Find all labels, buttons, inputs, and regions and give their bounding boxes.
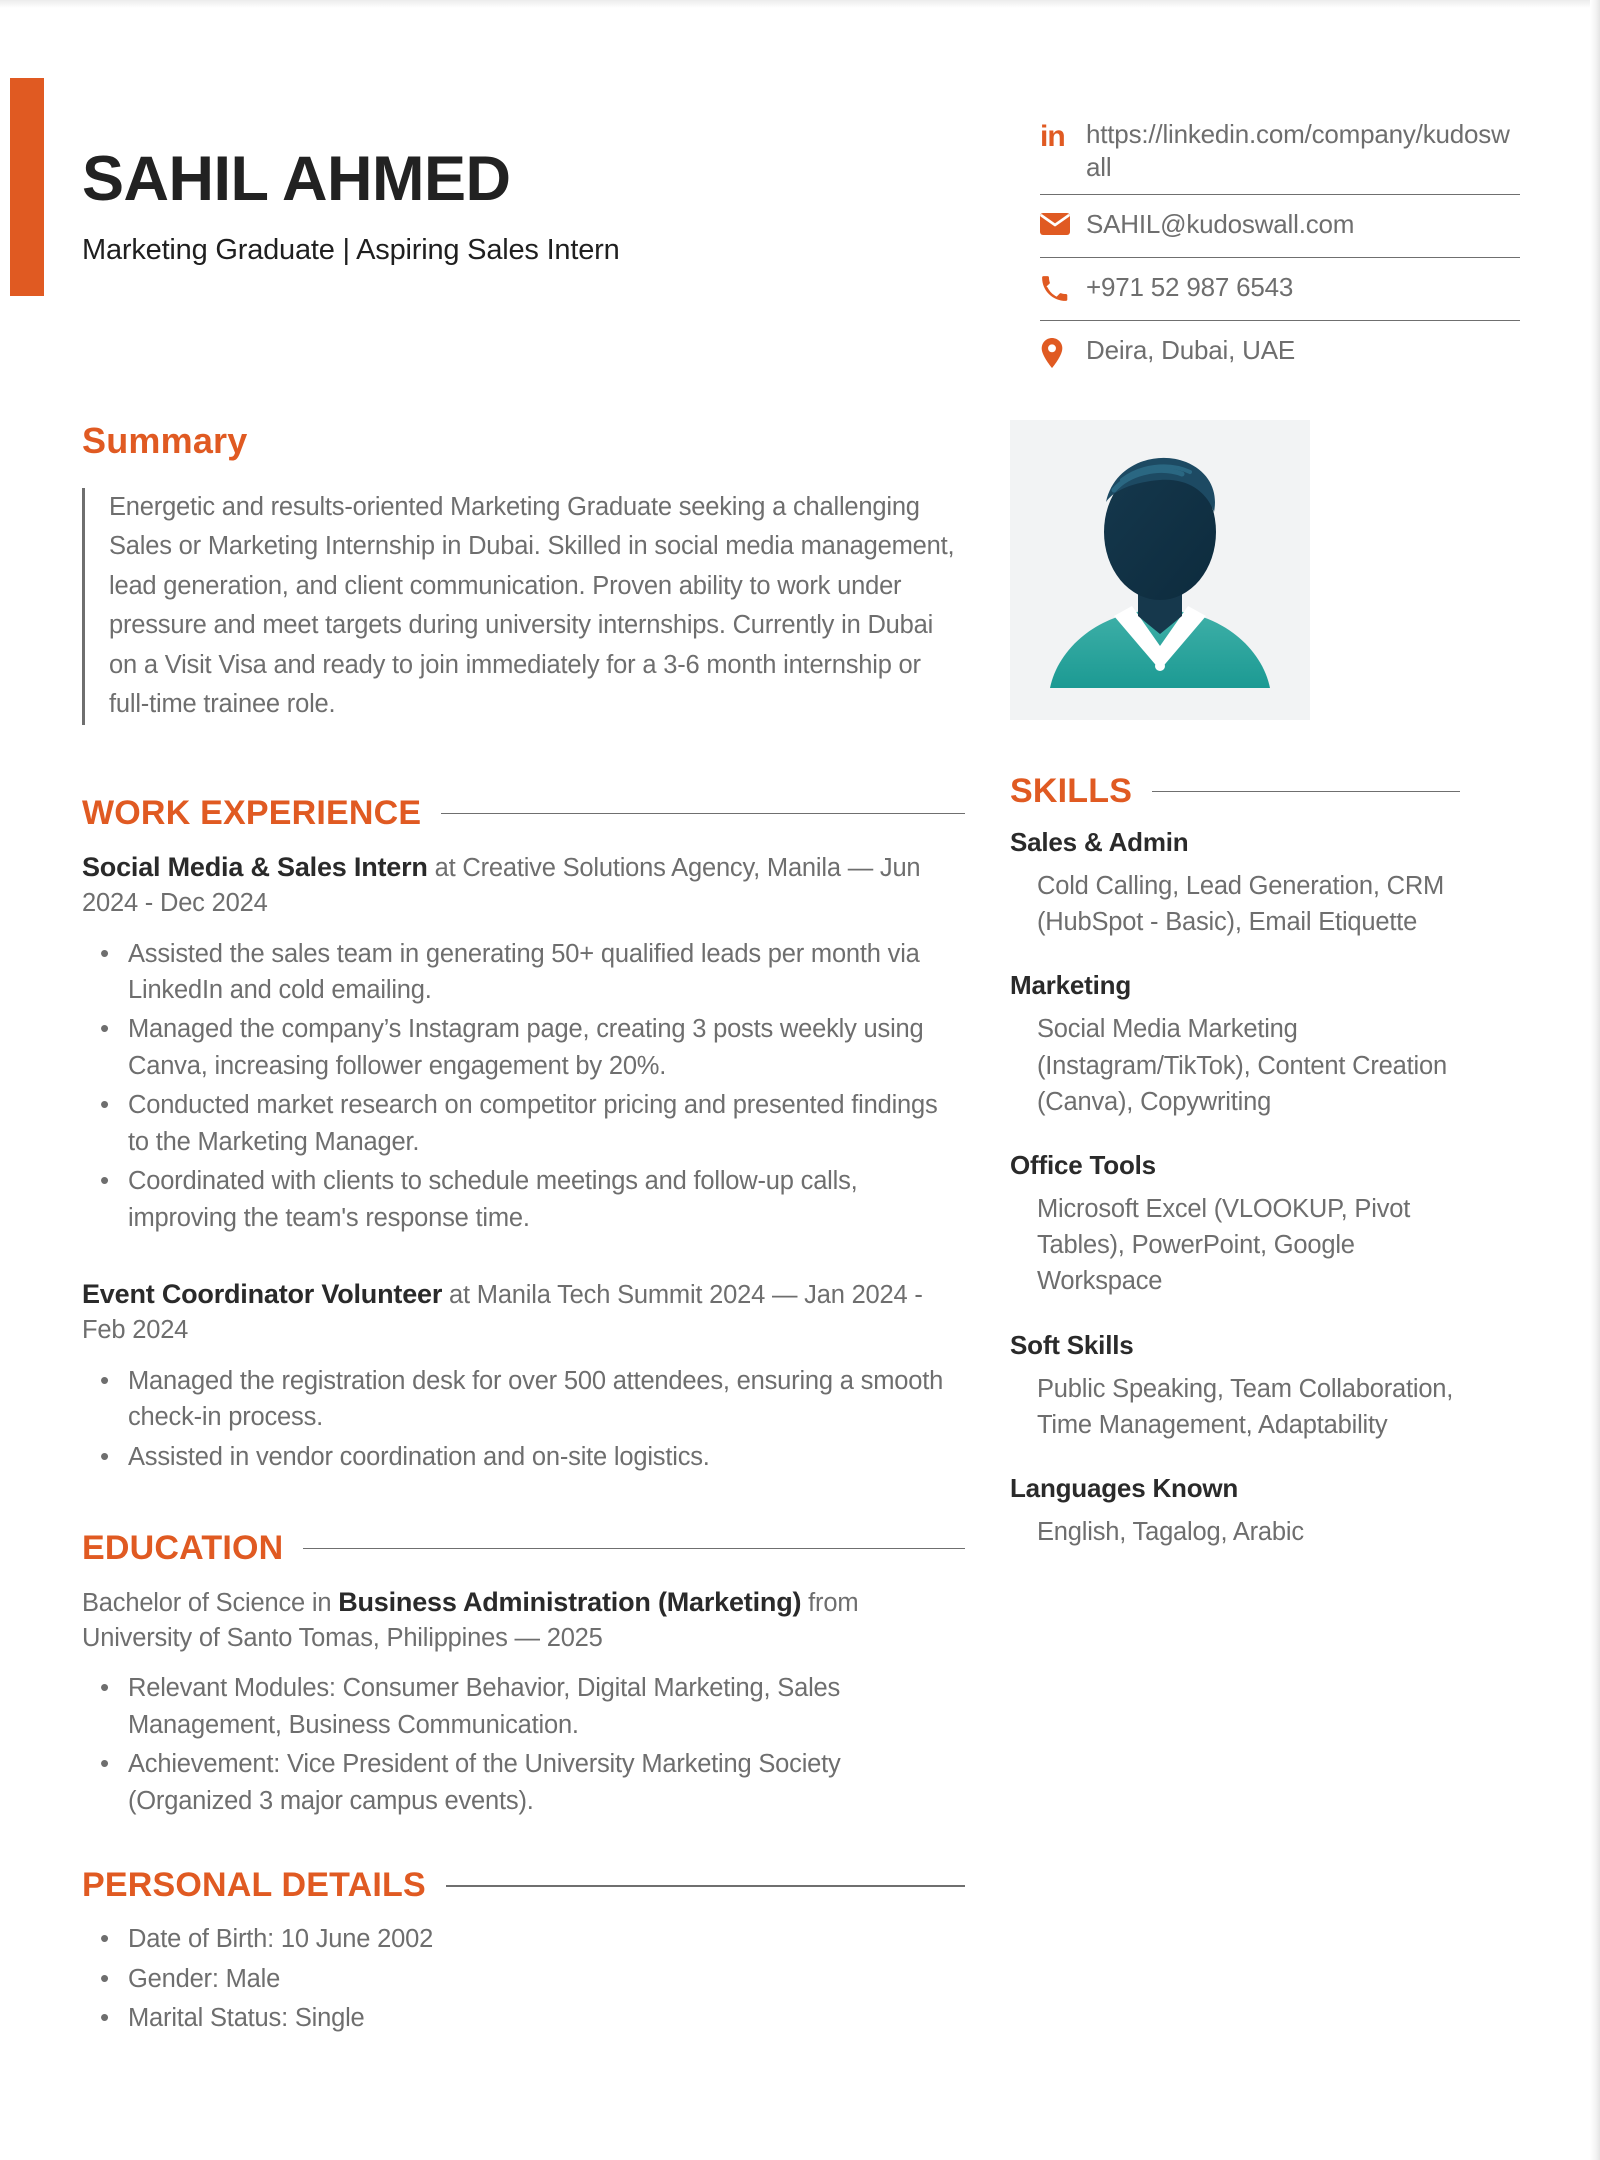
heading-rule <box>1152 791 1460 793</box>
contact-list <box>1040 118 1520 396</box>
location-pin-icon <box>1040 334 1086 368</box>
work-heading-row <box>82 794 965 833</box>
job-role: Social Media & Sales Intern <box>82 852 428 883</box>
section-education <box>82 1529 965 1819</box>
contact-row-phone[interactable] <box>1040 271 1520 321</box>
main-column <box>0 420 1010 2040</box>
personal-details-heading: PERSONAL DETAILS <box>82 1866 426 1905</box>
summary-block <box>82 488 965 725</box>
location-text: Deira, Dubai, UAE <box>1086 334 1296 365</box>
education-heading: EDUCATION <box>82 1528 284 1567</box>
phone-number: +971 52 987 6543 <box>1086 271 1294 302</box>
list-item: • Conducted market research on competitor pricing and presented findings to the Marketing Manager. <box>128 1087 965 1160</box>
heading-rule <box>303 1548 965 1550</box>
email-address: SAHIL@kudoswall.com <box>1086 208 1355 239</box>
heading-rule <box>446 1885 965 1887</box>
job-entry <box>82 1276 965 1475</box>
job-entry <box>82 849 965 1236</box>
section-personal-details <box>82 1866 965 2036</box>
spacer <box>82 750 965 794</box>
skill-group <box>1010 1150 1460 1300</box>
education-bullets <box>82 1670 965 1819</box>
education-degree: Business Administration (Marketing) <box>338 1586 802 1617</box>
job-meta: at Creative Solutions Agency, Manila — Jun 2024 - Dec 2024 <box>82 854 921 918</box>
skill-group-value: Social Media Marketing (Instagram/TikTok), Content Creation (Canva), Copywriting <box>1037 1015 1447 1116</box>
candidate-name: SAHIL AHMED <box>82 144 511 214</box>
job-bullets <box>82 936 965 1237</box>
list-item: • Achievement: Vice President of the University Marketing Society (Organized 3 major campus events). <box>128 1746 965 1819</box>
skill-group <box>1010 970 1460 1120</box>
contact-row-location <box>1040 334 1520 383</box>
skills-heading: SKILLS <box>1010 772 1133 810</box>
section-summary <box>82 420 965 725</box>
skills-heading-row <box>1010 772 1460 811</box>
summary-heading-row <box>82 420 965 462</box>
summary-heading: Summary <box>82 420 248 461</box>
skill-group-value: Public Speaking, Team Collaboration, Time Management, Adaptability <box>1037 1374 1454 1439</box>
skill-group-label: Sales & Admin <box>1010 827 1189 857</box>
education-prefix: Bachelor of Science in <box>82 1588 339 1617</box>
job-header <box>82 849 965 921</box>
side-column <box>1010 420 1530 2040</box>
phone-icon <box>1040 271 1086 303</box>
skill-group-label: Marketing <box>1010 970 1132 1001</box>
linkedin-icon: in <box>1040 120 1065 153</box>
personal-heading-row <box>82 1866 965 1905</box>
header-identity <box>0 78 1000 267</box>
education-entry-header <box>82 1584 965 1656</box>
job-bullets <box>82 1363 965 1475</box>
heading-rule <box>441 813 965 815</box>
personal-details-bullets <box>82 1921 965 2036</box>
resume-header <box>0 0 1600 365</box>
skill-group <box>1010 1330 1460 1443</box>
skill-group <box>1010 827 1460 940</box>
job-header <box>82 1276 965 1348</box>
education-institution: from University of Santo Tomas, Philippines — 2025 <box>82 1588 859 1653</box>
spacer <box>82 1246 965 1276</box>
section-work-experience <box>82 794 965 1475</box>
list-item: • Assisted in vendor coordination and on-site logistics. <box>128 1439 965 1475</box>
list-item: • Date of Birth: 10 June 2002 <box>128 1921 965 1957</box>
skill-group-label: Soft Skills <box>1010 1329 1134 1360</box>
job-meta: at Manila Tech Summit 2024 — Jan 2024 - Feb 2024 <box>82 1281 923 1345</box>
list-item: • Marital Status: Single <box>128 2000 965 2036</box>
education-heading-row <box>82 1529 965 1568</box>
section-skills <box>1010 772 1460 1550</box>
list-item: • Managed the company’s Instagram page, creating 3 posts weekly using Canva, increasing follower engagement by 20%. <box>128 1011 965 1084</box>
skill-group-value: Cold Calling, Lead Generation, CRM (HubSpot - Basic), Email Etiquette <box>1037 872 1445 937</box>
contact-row-email[interactable] <box>1040 208 1520 258</box>
skill-group <box>1010 1473 1460 1550</box>
linkedin-url: https://linkedin.com/company/kudoswall <box>1086 119 1510 183</box>
summary-text: Energetic and results-oriented Marketing Graduate seeking a challenging Sales or Marketing Internship in Dubai. Skilled in social media management, lead generation, and client communication. Proven ability to work under pressure and meet targets during university internships. Currently in Dubai on a Visit Visa and ready to join immediately for a 3-6 month internship or full-time trainee role. <box>109 492 955 719</box>
resume-body <box>0 420 1600 2040</box>
spacer <box>82 1485 965 1529</box>
skill-group-label: Languages Known <box>1010 1473 1239 1504</box>
avatar <box>1010 420 1310 720</box>
email-icon <box>1040 208 1086 236</box>
candidate-tagline: Marketing Graduate | Aspiring Sales Intern <box>82 234 620 267</box>
accent-bar <box>10 78 44 296</box>
job-role: Event Coordinator Volunteer <box>82 1279 443 1310</box>
spacer <box>82 1822 965 1866</box>
list-item: • Gender: Male <box>128 1961 965 1997</box>
list-item: • Coordinated with clients to schedule meetings and follow-up calls, improving the team's response time. <box>128 1163 965 1236</box>
list-item: • Managed the registration desk for over 500 attendees, ensuring a smooth check-in process. <box>128 1363 965 1436</box>
skill-group-value: English, Tagalog, Arabic <box>1037 1518 1304 1547</box>
contact-row-linkedin[interactable] <box>1040 118 1520 195</box>
skill-group-value: Microsoft Excel (VLOOKUP, Pivot Tables), PowerPoint, Google Workspace <box>1037 1195 1411 1296</box>
skill-group-label: Office Tools <box>1010 1150 1156 1181</box>
work-experience-heading: WORK EXPERIENCE <box>82 794 422 833</box>
list-item: • Assisted the sales team in generating 50+ qualified leads per month via LinkedIn and cold emailing. <box>128 936 965 1009</box>
list-item: • Relevant Modules: Consumer Behavior, Digital Marketing, Sales Management, Business Communication. <box>128 1670 965 1743</box>
